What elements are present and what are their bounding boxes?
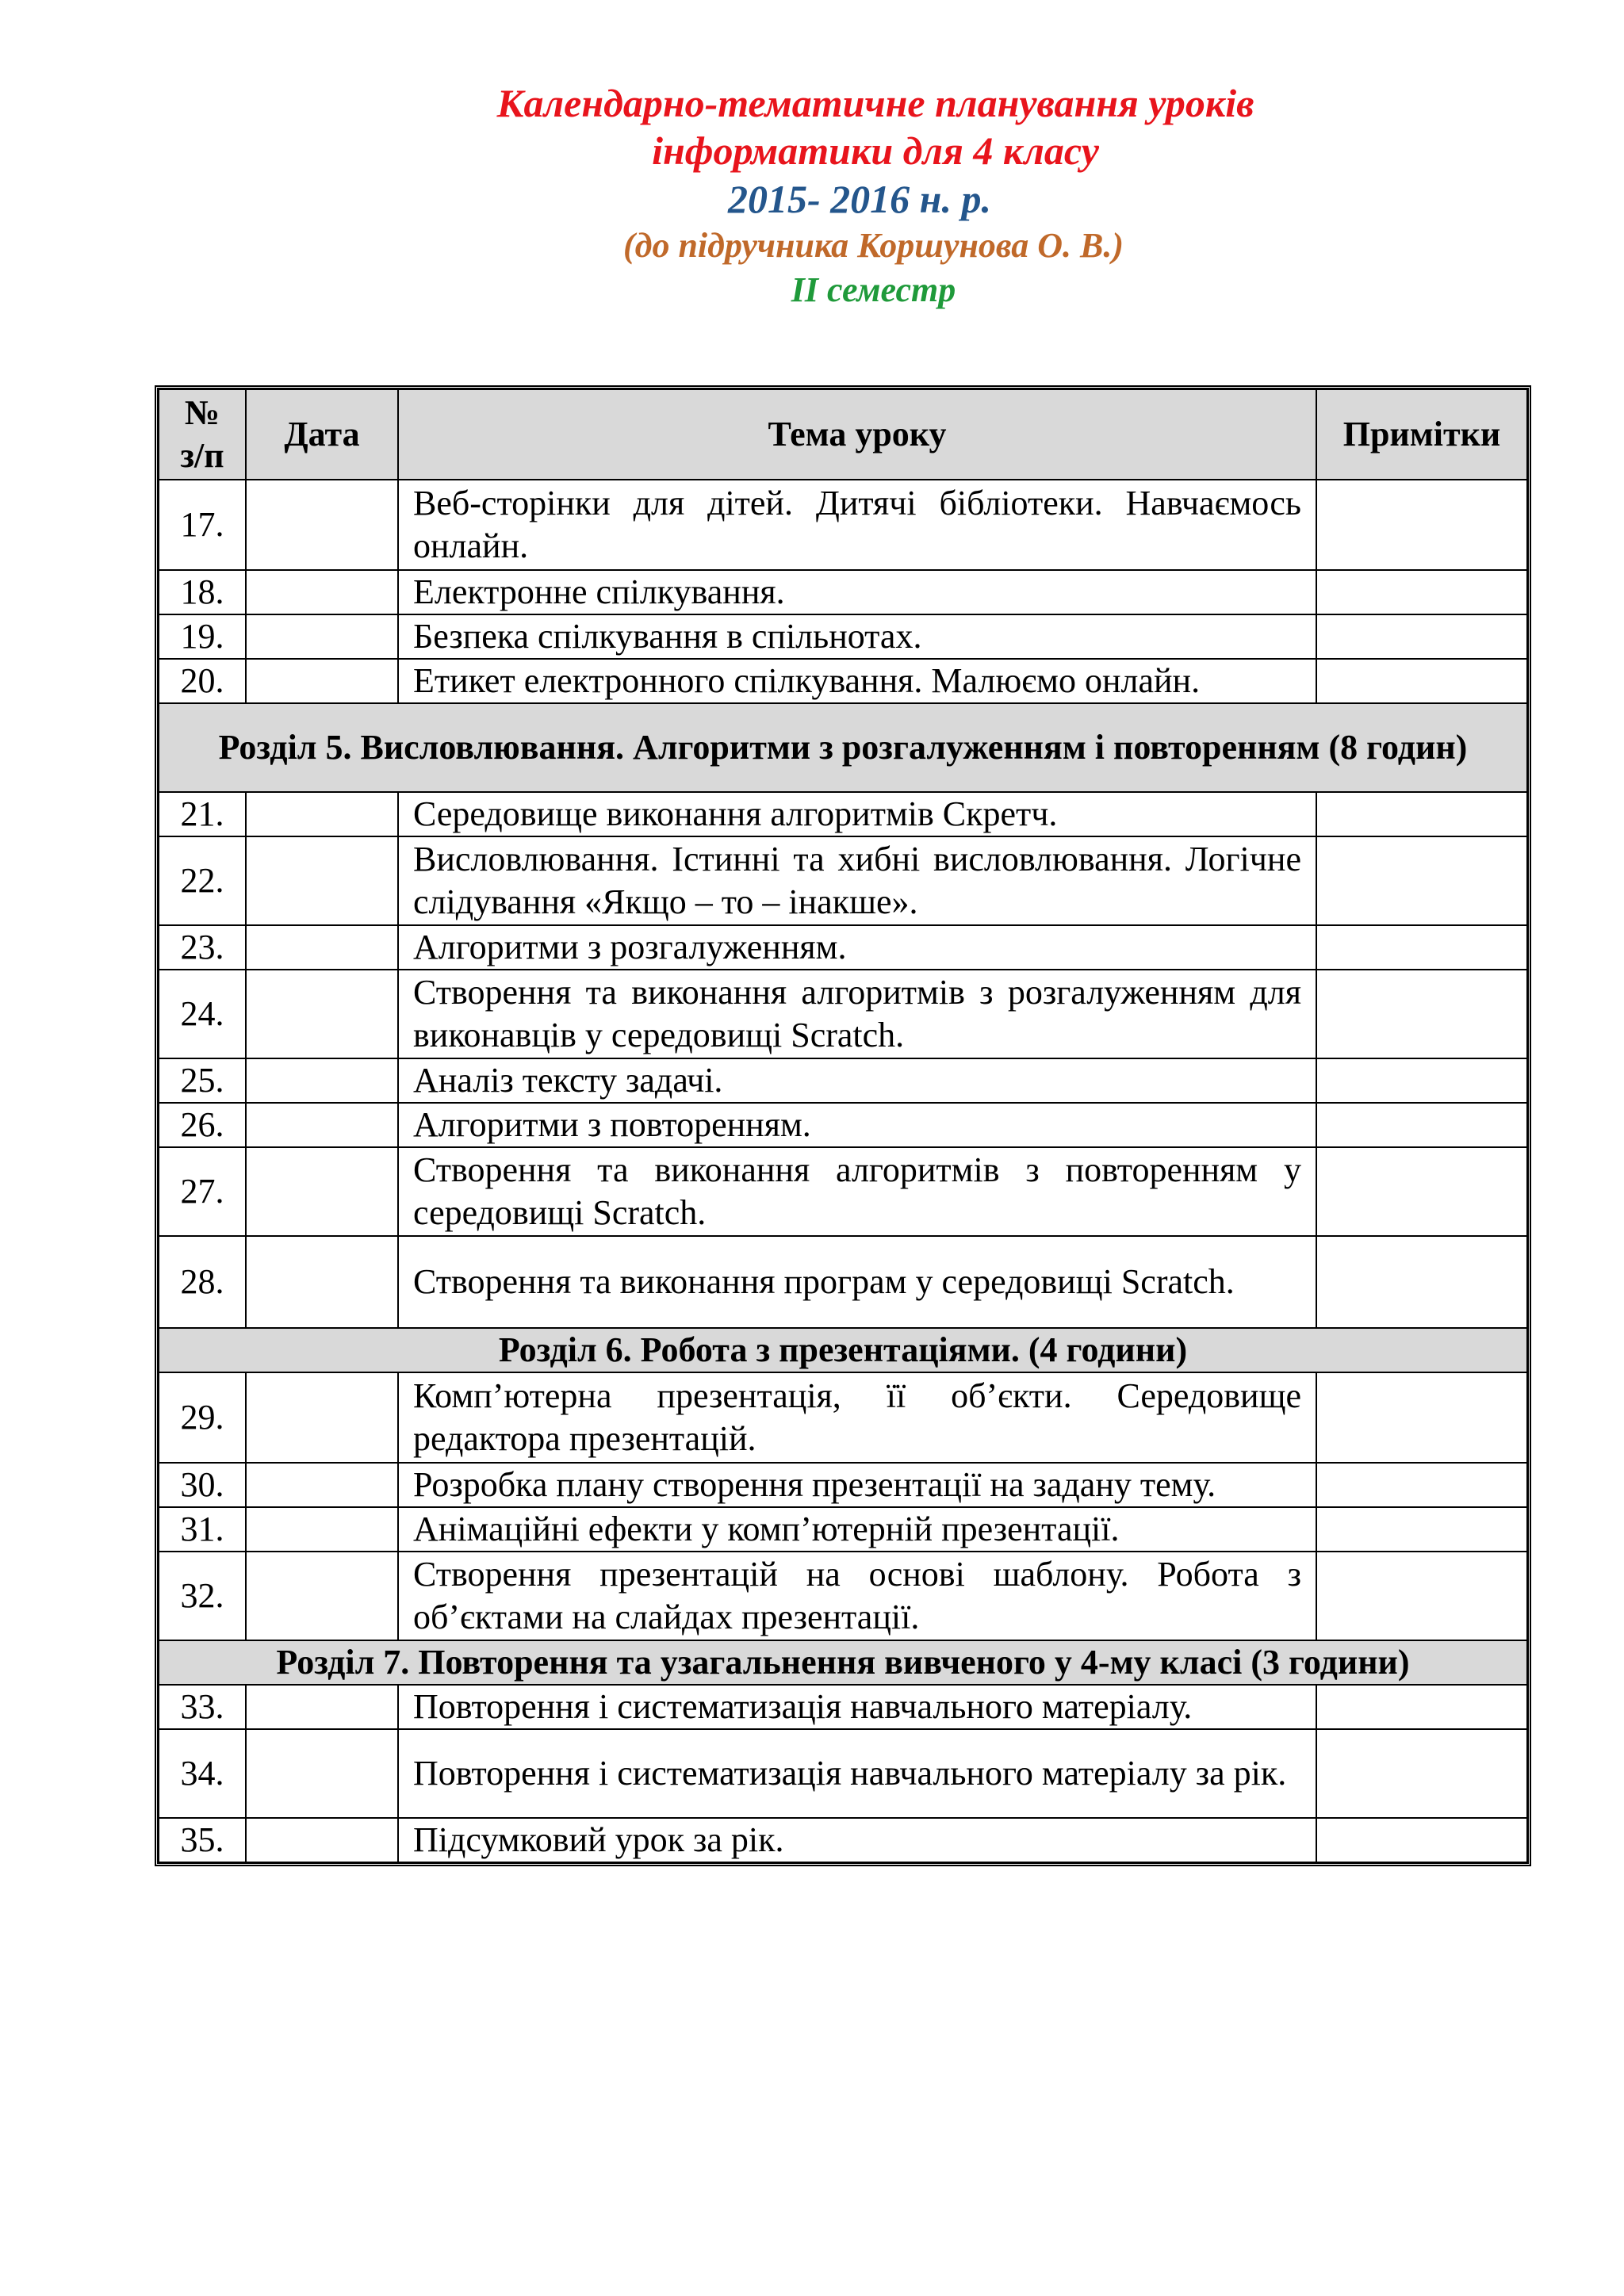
header-topic: Тема уроку bbox=[398, 389, 1316, 480]
table-row bbox=[159, 1507, 1527, 1552]
row-topic: Етикет електронного спілкування. Малюємо онлайн. bbox=[398, 659, 1316, 703]
row-number: 25. bbox=[159, 1058, 246, 1103]
table-row bbox=[159, 1685, 1527, 1729]
section-row bbox=[159, 703, 1527, 792]
table-row bbox=[159, 1372, 1527, 1463]
table-row bbox=[159, 480, 1527, 570]
row-number: 31. bbox=[159, 1507, 246, 1552]
row-topic: Підсумковий урок за рік. bbox=[398, 1818, 1316, 1862]
header-notes: Примітки bbox=[1316, 389, 1527, 480]
title-line-1: Календарно-тематичне планування уроків bbox=[496, 81, 1254, 125]
title-textbook: (до підручника Коршунова О. В.) bbox=[622, 226, 1124, 265]
row-date bbox=[246, 570, 398, 614]
row-topic: Висловлювання. Істинні та хибні висловлювання. Логічне слідування «Якщо – то – інакше». bbox=[398, 836, 1316, 925]
document-title bbox=[0, 79, 1624, 312]
section-6-title: Розділ 6. Робота з презентаціями. (4 години) bbox=[159, 1328, 1527, 1372]
row-notes bbox=[1316, 1058, 1527, 1103]
row-notes bbox=[1316, 614, 1527, 659]
section-5-title: Розділ 5. Висловлювання. Алгоритми з розгалуженням і повторенням (8 годин) bbox=[159, 703, 1527, 792]
row-number: 29. bbox=[159, 1372, 246, 1463]
row-topic: Повторення і систематизація навчального матеріалу за рік. bbox=[398, 1729, 1316, 1818]
row-number: 18. bbox=[159, 570, 246, 614]
row-notes bbox=[1316, 1729, 1527, 1818]
row-topic: Створення та виконання програм у середовищі Scratch. bbox=[398, 1236, 1316, 1328]
row-date bbox=[246, 1103, 398, 1147]
table-row bbox=[159, 970, 1527, 1058]
row-number: 22. bbox=[159, 836, 246, 925]
table-row bbox=[159, 614, 1527, 659]
table-row bbox=[159, 1729, 1527, 1818]
row-date bbox=[246, 1463, 398, 1507]
row-date bbox=[246, 970, 398, 1058]
row-number: 20. bbox=[159, 659, 246, 703]
section-row bbox=[159, 1640, 1527, 1685]
row-topic: Веб-сторінки для дітей. Дитячі бібліотеки. Навчаємось онлайн. bbox=[398, 480, 1316, 570]
row-number: 23. bbox=[159, 925, 246, 970]
table-row bbox=[159, 1236, 1527, 1328]
row-topic: Алгоритми з розгалуженням. bbox=[398, 925, 1316, 970]
row-notes bbox=[1316, 1372, 1527, 1463]
row-notes bbox=[1316, 1685, 1527, 1729]
table-row bbox=[159, 1103, 1527, 1147]
row-notes bbox=[1316, 925, 1527, 970]
table-row bbox=[159, 1552, 1527, 1640]
row-topic: Електронне спілкування. bbox=[398, 570, 1316, 614]
row-notes bbox=[1316, 570, 1527, 614]
row-date bbox=[246, 1685, 398, 1729]
row-notes bbox=[1316, 1507, 1527, 1552]
row-topic: Алгоритми з повторенням. bbox=[398, 1103, 1316, 1147]
row-topic: Створення та виконання алгоритмів з повторенням у середовищі Scratch. bbox=[398, 1147, 1316, 1236]
section-7-title: Розділ 7. Повторення та узагальнення вивченого у 4-му класі (3 години) bbox=[159, 1640, 1527, 1685]
row-date bbox=[246, 925, 398, 970]
table-row bbox=[159, 836, 1527, 925]
row-date bbox=[246, 792, 398, 836]
row-date bbox=[246, 1552, 398, 1640]
lesson-plan-table bbox=[155, 385, 1531, 1866]
row-number: 34. bbox=[159, 1729, 246, 1818]
row-number: 21. bbox=[159, 792, 246, 836]
row-date bbox=[246, 480, 398, 570]
row-number: 28. bbox=[159, 1236, 246, 1328]
row-notes bbox=[1316, 1147, 1527, 1236]
row-notes bbox=[1316, 836, 1527, 925]
row-date bbox=[246, 659, 398, 703]
row-topic: Створення презентацій на основі шаблону. Робота з об’єктами на слайдах презентації. bbox=[398, 1552, 1316, 1640]
row-topic: Безпека спілкування в спільнотах. bbox=[398, 614, 1316, 659]
table-header-row bbox=[159, 389, 1527, 480]
row-notes bbox=[1316, 1236, 1527, 1328]
header-date: Дата bbox=[246, 389, 398, 480]
row-notes bbox=[1316, 659, 1527, 703]
row-date bbox=[246, 1818, 398, 1862]
table-row bbox=[159, 659, 1527, 703]
row-number: 32. bbox=[159, 1552, 246, 1640]
row-number: 19. bbox=[159, 614, 246, 659]
row-date bbox=[246, 1147, 398, 1236]
row-topic: Комп’ютерна презентація, її об’єкти. Середовище редактора презентацій. bbox=[398, 1372, 1316, 1463]
row-date bbox=[246, 1507, 398, 1552]
table-row bbox=[159, 1058, 1527, 1103]
table-row bbox=[159, 1818, 1527, 1862]
title-line-2: інформатики для 4 класу bbox=[652, 128, 1099, 173]
table-row bbox=[159, 1463, 1527, 1507]
header-number: № з/п bbox=[159, 389, 246, 480]
row-notes bbox=[1316, 480, 1527, 570]
row-number: 24. bbox=[159, 970, 246, 1058]
table-row bbox=[159, 792, 1527, 836]
table-row bbox=[159, 570, 1527, 614]
row-topic: Повторення і систематизація навчального матеріалу. bbox=[398, 1685, 1316, 1729]
row-date bbox=[246, 614, 398, 659]
row-date bbox=[246, 1372, 398, 1463]
title-year: 2015- 2016 н. р. bbox=[728, 177, 991, 221]
row-notes bbox=[1316, 970, 1527, 1058]
title-semester: ІІ семестр bbox=[791, 270, 956, 309]
row-topic: Анімаційні ефекти у комп’ютерній презентації. bbox=[398, 1507, 1316, 1552]
row-topic: Середовище виконання алгоритмів Скретч. bbox=[398, 792, 1316, 836]
row-number: 27. bbox=[159, 1147, 246, 1236]
row-number: 26. bbox=[159, 1103, 246, 1147]
row-topic: Створення та виконання алгоритмів з розгалуженням для виконавців у середовищі Scratch. bbox=[398, 970, 1316, 1058]
row-notes bbox=[1316, 1103, 1527, 1147]
row-notes bbox=[1316, 1818, 1527, 1862]
row-notes bbox=[1316, 792, 1527, 836]
row-notes bbox=[1316, 1463, 1527, 1507]
row-notes bbox=[1316, 1552, 1527, 1640]
row-topic: Розробка плану створення презентації на задану тему. bbox=[398, 1463, 1316, 1507]
section-row bbox=[159, 1328, 1527, 1372]
row-date bbox=[246, 1058, 398, 1103]
row-date bbox=[246, 1729, 398, 1818]
table-row bbox=[159, 925, 1527, 970]
row-topic: Аналіз тексту задачі. bbox=[398, 1058, 1316, 1103]
table-row bbox=[159, 1147, 1527, 1236]
row-date bbox=[246, 836, 398, 925]
row-date bbox=[246, 1236, 398, 1328]
row-number: 35. bbox=[159, 1818, 246, 1862]
row-number: 33. bbox=[159, 1685, 246, 1729]
row-number: 30. bbox=[159, 1463, 246, 1507]
row-number: 17. bbox=[159, 480, 246, 570]
